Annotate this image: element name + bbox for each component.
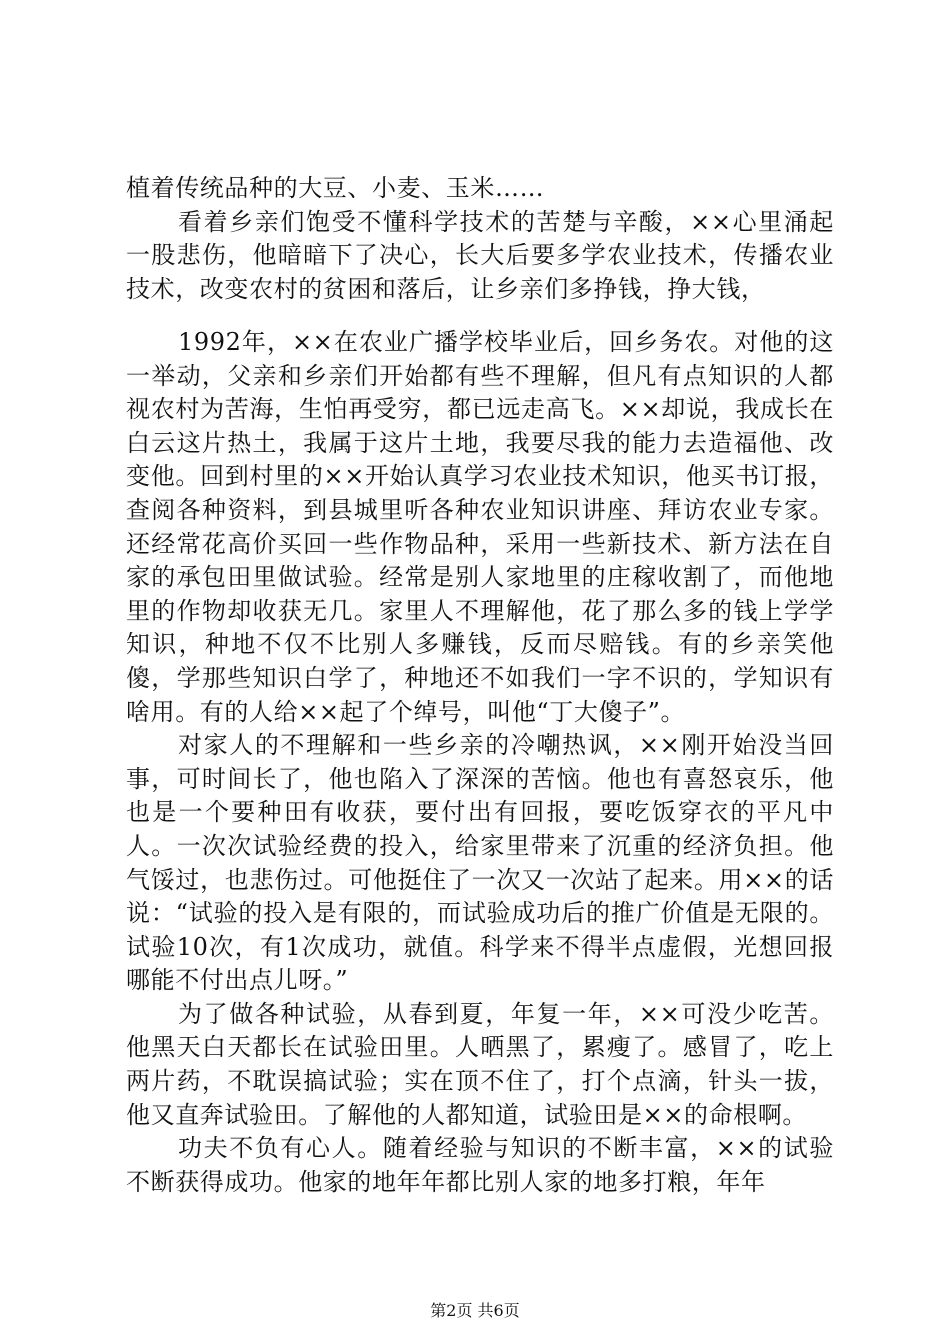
paragraph: 为了做各种试验，从春到夏，年复一年，××可没少吃苦。他黑天白天都长在试验田里。人晒黑了，累瘦了。感冒了，吃上两片药，不耽误搞试验；实在顶不住了，打个点滴，针头一拔，他又直奔试验田。了解他的人都知道，试验田是××的命根啊。 [126,999,834,1129]
paragraph: 看着乡亲们饱受不懂科学技术的苦楚与辛酸，××心里涌起一股悲伤，他暗暗下了决心，长大后要多学农业技术，传播农业技术，改变农村的贫困和落后，让乡亲们多挣钱，挣大钱， [126,207,834,303]
paragraph: 对家人的不理解和一些乡亲的冷嘲热讽，××刚开始没当回事，可时间长了，他也陷入了深深的苦恼。他也有喜怒哀乐，他也是一个要种田有收获，要付出有回报，要吃饭穿衣的平凡中人。一次次试验经费的投入，给家里带来了沉重的经济负担。他气馁过，也悲伤过。可他挺住了一次又一次站了起来。用××的话说：“试验的投入是有限的，而试验成功后的推广价值是无限的。试验10次，有1次成功，就值。科学来不得半点虚假，光想回报哪能不付出点儿呀。” [126,731,834,995]
text-block-main [126,326,834,1199]
paragraph: 功夫不负有心人。随着经验与知识的不断丰富，××的试验不断获得成功。他家的地年年都比别人家的地多打粮，年年 [126,1134,834,1196]
page-footer: 第2页 共6页 [430,1301,520,1320]
paragraph: 植着传统品种的大豆、小麦、玉米…… [126,174,545,202]
paragraph: 1992年，××在农业广播学校毕业后，回乡务农。对他的这一举动，父亲和乡亲们开始都有些不理解，但凡有点知识的人都视农村为苦海，生怕再受穷，都已远走高飞。××却说，我成长在白云这片热土，我属于这片土地，我要尽我的能力去造福他、改变他。回到村里的××开始认真学习农业技术知识，他买书订报，查阅各种资料，到县城里听各种农业知识讲座、拜访农业专家。还经常花高价买回一些作物品种，采用一些新技术、新方法在自家的承包田里做试验。经常是别人家地里的庄稼收割了，而他地里的作物却收获无几。家里人不理解他，花了那么多的钱上学学知识，种地不仅不比别人多赚钱，反而尽赔钱。有的乡亲笑他傻，学那些知识白学了，种地还不如我们一字不识的，学知识有啥用。有的人给××起了个绰号，叫他“丁大傻子”。 [126,328,834,726]
text-block-top [126,172,834,306]
